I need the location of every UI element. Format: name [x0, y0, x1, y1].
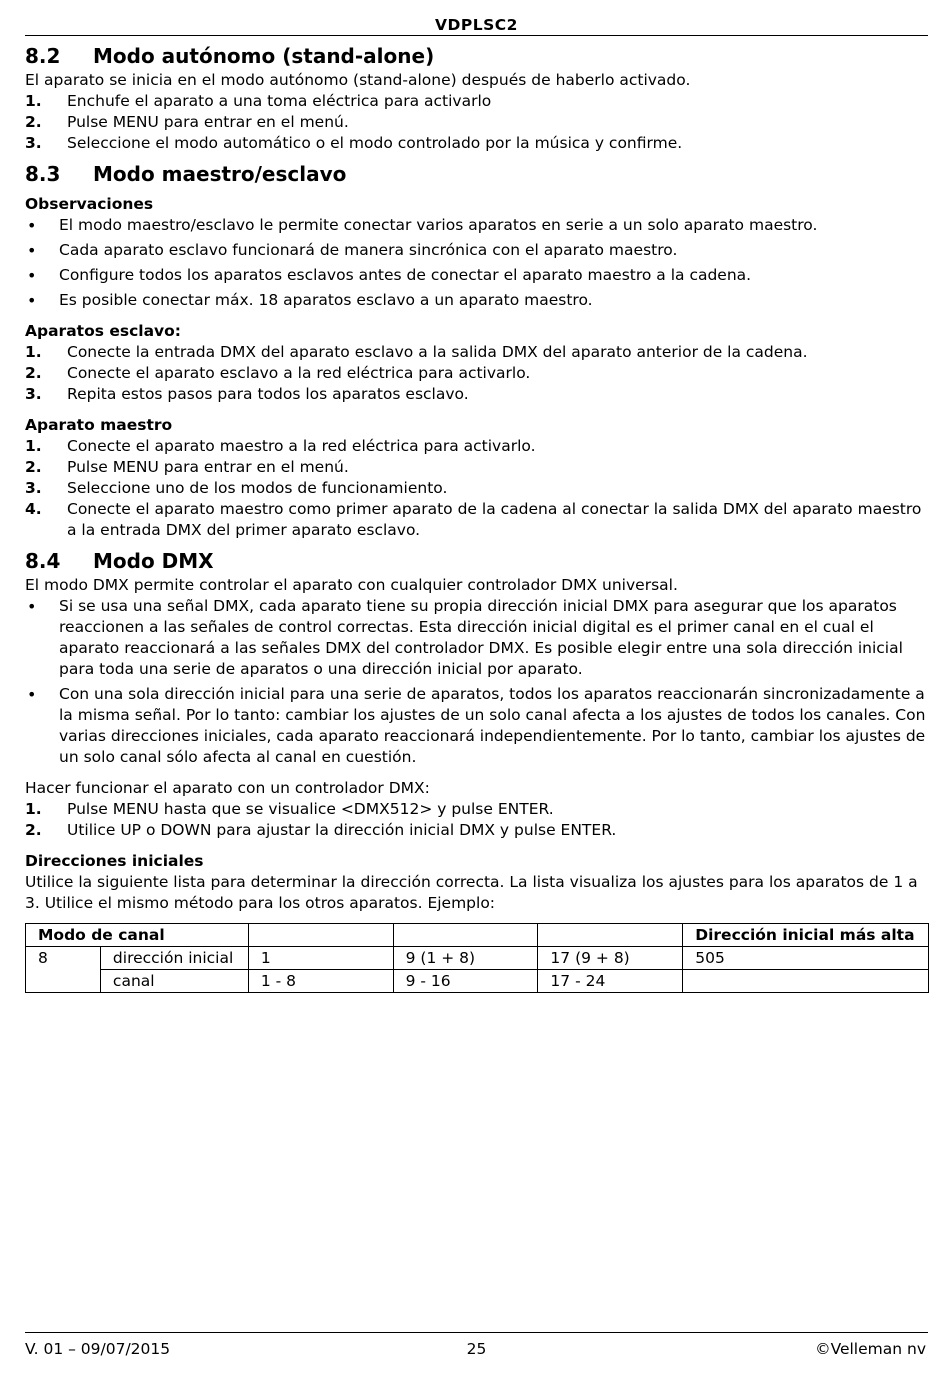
numbered-list: [25, 799, 928, 841]
addresses-text: Utilice la siguiente lista para determinar la dirección correcta. La lista visualiza los ajustes para los aparatos de 1 a 3. Utilice el mismo método para los otros aparatos. Ejemplo:: [25, 873, 918, 912]
bullet-list: [25, 596, 928, 768]
table-header-row: [26, 924, 929, 947]
page-footer: [25, 1332, 928, 1359]
list-item: • Configure todos los aparatos esclavos antes de conectar el aparato maestro a la cadena.: [27, 266, 752, 285]
list-item: 1. Conecte el aparato maestro a la red eléctrica para activarlo.: [25, 437, 536, 455]
footer-copyright: ©Velleman nv: [815, 1340, 926, 1358]
numbered-list: [25, 91, 928, 154]
table-cell: 1: [248, 947, 393, 970]
table-cell: [393, 924, 538, 947]
list-item: • Con una sola dirección inicial para una serie de aparatos, todos los aparatos reaccionarán sincronizadamente a la misma señal. Por lo tanto: cambiar los ajustes de un solo canal afecta a los ajustes de todos los canales. Con varias direcciones iniciales, cada aparato reaccionará independientemente. Por lo tanto, cambiar los ajustes de un solo canal sólo afecta al canal en cuestión.: [27, 685, 926, 766]
table-row: [26, 947, 929, 970]
section-heading-8-3: 8.3 Modo maestro/esclavo: [25, 162, 347, 186]
list-item: 2. Pulse MENU para entrar en el menú.: [25, 113, 349, 131]
table-cell: [248, 924, 393, 947]
list-item: • Cada aparato esclavo funcionará de manera sincrónica con el aparato maestro.: [27, 241, 678, 260]
table-cell: 1 - 8: [248, 970, 393, 993]
list-item: 2. Utilice UP o DOWN para ajustar la dirección inicial DMX y pulse ENTER.: [25, 821, 617, 839]
list-item: 4. Conecte el aparato maestro como primer aparato de la cadena al conectar la salida DMX del aparato maestro a la entrada DMX del primer aparato esclavo.: [25, 500, 922, 539]
table-row: [26, 970, 929, 993]
list-item: 1. Enchufe el aparato a una toma eléctrica para activarlo: [25, 92, 492, 110]
table-cell: 9 - 16: [393, 970, 538, 993]
list-item: 3. Seleccione uno de los modos de funcionamiento.: [25, 479, 448, 497]
table-cell: 17 - 24: [538, 970, 683, 993]
table-cell: 505: [683, 947, 929, 970]
table-cell: dirección inicial: [100, 947, 248, 970]
subheading-direcciones-iniciales: Direcciones iniciales: [25, 852, 204, 870]
header-highest-address: Dirección inicial más alta: [683, 924, 929, 947]
table-cell: canal: [100, 970, 248, 993]
document-id: VDPLSC2: [435, 16, 518, 34]
numbered-list: [25, 436, 928, 541]
page-content: [25, 42, 928, 993]
mode-cell: 8: [26, 947, 101, 993]
subheading-aparatos-esclavo: Aparatos esclavo:: [25, 322, 181, 340]
subheading-aparato-maestro: Aparato maestro: [25, 416, 173, 434]
page-number: 25: [466, 1340, 487, 1358]
list-item: 2. Pulse MENU para entrar en el menú.: [25, 458, 349, 476]
controller-intro: Hacer funcionar el aparato con un controlador DMX:: [25, 779, 430, 797]
list-item: 1. Conecte la entrada DMX del aparato esclavo a la salida DMX del aparato anterior de la cadena.: [25, 343, 808, 361]
table-cell: [538, 924, 683, 947]
table-cell: [683, 970, 929, 993]
header-channel-mode: Modo de canal: [26, 924, 249, 947]
list-item: • El modo maestro/esclavo le permite conectar varios aparatos en serie a un solo aparato maestro.: [27, 216, 818, 235]
section-intro: El modo DMX permite controlar el aparato con cualquier controlador DMX universal.: [25, 576, 678, 594]
section-intro: El aparato se inicia en el modo autónomo (stand-alone) después de haberlo activado.: [25, 71, 691, 89]
page-header: [25, 12, 928, 36]
table-cell: 17 (9 + 8): [538, 947, 683, 970]
table-cell: 9 (1 + 8): [393, 947, 538, 970]
section-heading-8-4: 8.4 Modo DMX: [25, 549, 214, 573]
list-item: 3. Repita estos pasos para todos los aparatos esclavo.: [25, 385, 469, 403]
list-item: 2. Conecte el aparato esclavo a la red eléctrica para activarlo.: [25, 364, 531, 382]
list-item: • Es posible conectar máx. 18 aparatos esclavo a un aparato maestro.: [27, 291, 593, 310]
start-address-table: [25, 923, 929, 993]
bullet-list: [25, 215, 928, 311]
list-item: • Si se usa una señal DMX, cada aparato tiene su propia dirección inicial DMX para asegurar que los aparatos reaccionen a las señales de control correctas. Esta dirección inicial digital es el primer canal en el cual el aparato reaccionará a las señales DMX del controlador DMX. Es posible elegir entre una sola dirección inicial para toda una serie de aparatos o una dirección inicial por aparato.: [27, 597, 903, 678]
subheading-observaciones: Observaciones: [25, 195, 154, 213]
list-item: 3. Seleccione el modo automático o el modo controlado por la música y confirme.: [25, 134, 683, 152]
footer-version: V. 01 – 09/07/2015: [25, 1340, 171, 1358]
section-heading-8-2: 8.2 Modo autónomo (stand-alone): [25, 44, 435, 68]
numbered-list: [25, 342, 928, 405]
list-item: 1. Pulse MENU hasta que se visualice <DMX512> y pulse ENTER.: [25, 800, 554, 818]
